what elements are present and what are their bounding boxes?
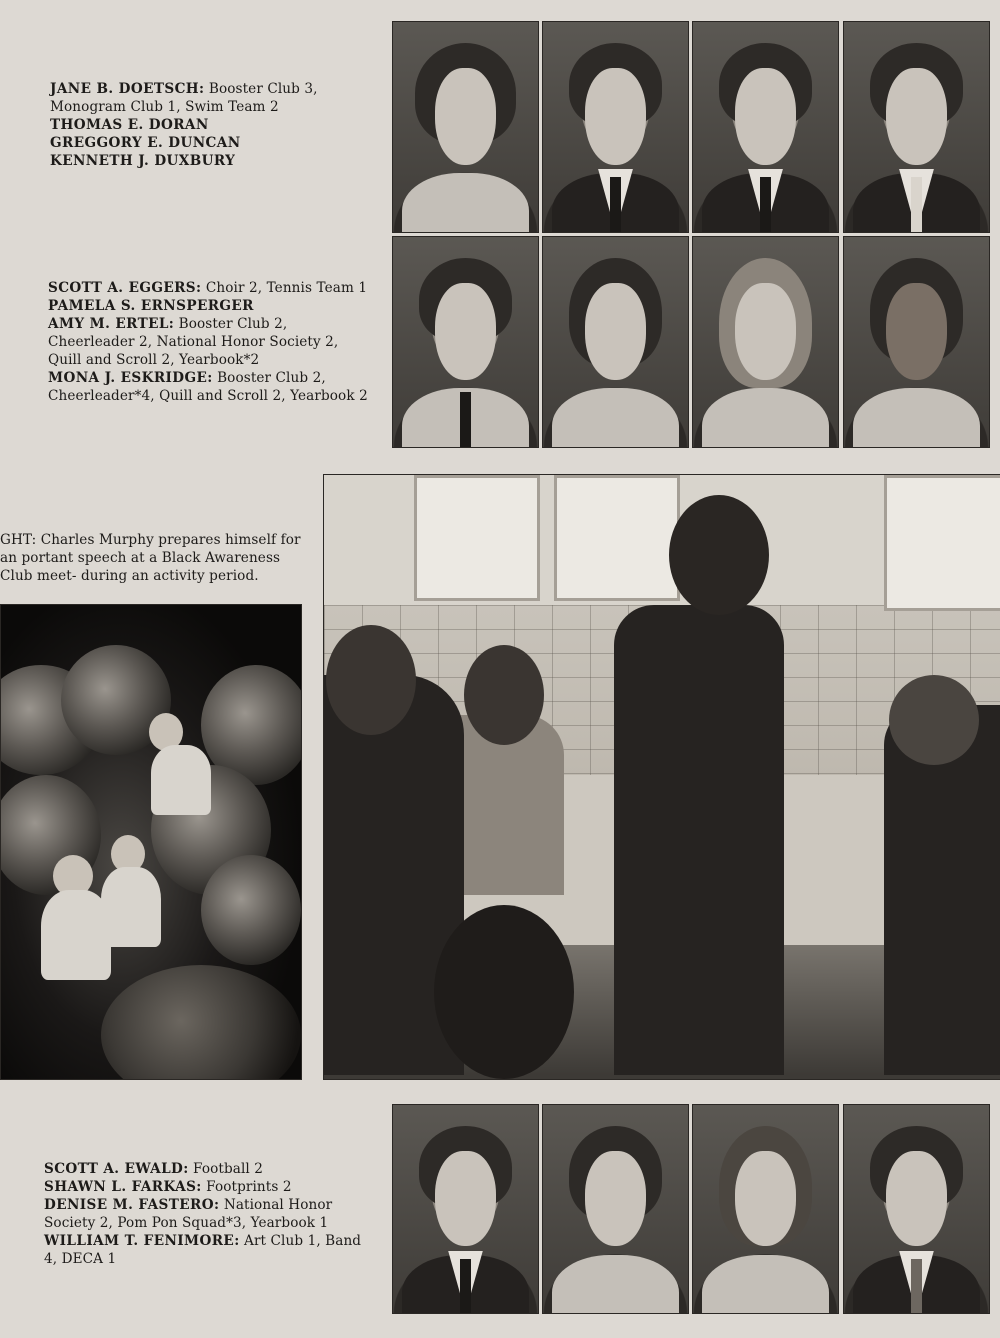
- photo-pom-pon-squad: [0, 604, 302, 1080]
- portrait-ernsperger: [542, 236, 689, 448]
- entry-doran: THOMAS E. DORAN: [50, 117, 209, 133]
- entry-doetsch: JANE B. DOETSCH: Booster Club 3, Monogram Club 1, Swim Team 2: [50, 81, 318, 115]
- portrait-fastero: [692, 1104, 839, 1314]
- entry-eskridge: MONA J. ESKRIDGE: Booster Club 2, Cheerleader*4, Quill and Scroll 2, Yearbook 2: [48, 370, 368, 404]
- entry-fenimore: WILLIAM T. FENIMORE: Art Club 1, Band 4, DECA 1: [44, 1233, 362, 1267]
- entry-farkas: SHAWN L. FARKAS: Footprints 2: [44, 1179, 292, 1195]
- photo-caption: GHT: Charles Murphy prepares himself for an portant speech at a Black Awareness Club meet- during an activity period.: [0, 532, 301, 584]
- entry-ernsperger: PAMELA S. ERNSPERGER: [48, 298, 254, 314]
- caption-top-group: [50, 80, 372, 170]
- portrait-fenimore: [843, 1104, 990, 1314]
- entry-duncan: GREGGORY E. DUNCAN: [50, 135, 241, 151]
- caption-second-group: [48, 279, 374, 405]
- portrait-ewald: [392, 1104, 539, 1314]
- portrait-duxbury: [843, 21, 990, 233]
- entry-ewald: SCOTT A. EWALD: Football 2: [44, 1161, 264, 1177]
- caption-bottom-group: [44, 1160, 374, 1268]
- entry-eggers: SCOTT A. EGGERS: Choir 2, Tennis Team 1: [48, 280, 368, 296]
- photo-classroom-meeting: [323, 474, 1000, 1080]
- entry-fastero: DENISE M. FASTERO: National Honor Society 2, Pom Pon Squad*3, Yearbook 1: [44, 1197, 333, 1231]
- entry-ertel: AMY M. ERTEL: Booster Club 2, Cheerleader 2, National Honor Society 2, Quill and Scroll 2, Yearbook*2: [48, 316, 339, 368]
- portrait-doetsch: [392, 21, 539, 233]
- portrait-eskridge: [843, 236, 990, 448]
- entry-duxbury: KENNETH J. DUXBURY: [50, 153, 236, 169]
- portrait-duncan: [692, 21, 839, 233]
- portrait-doran: [542, 21, 689, 233]
- portrait-ertel: [692, 236, 839, 448]
- portrait-farkas: [542, 1104, 689, 1314]
- portrait-eggers: [392, 236, 539, 448]
